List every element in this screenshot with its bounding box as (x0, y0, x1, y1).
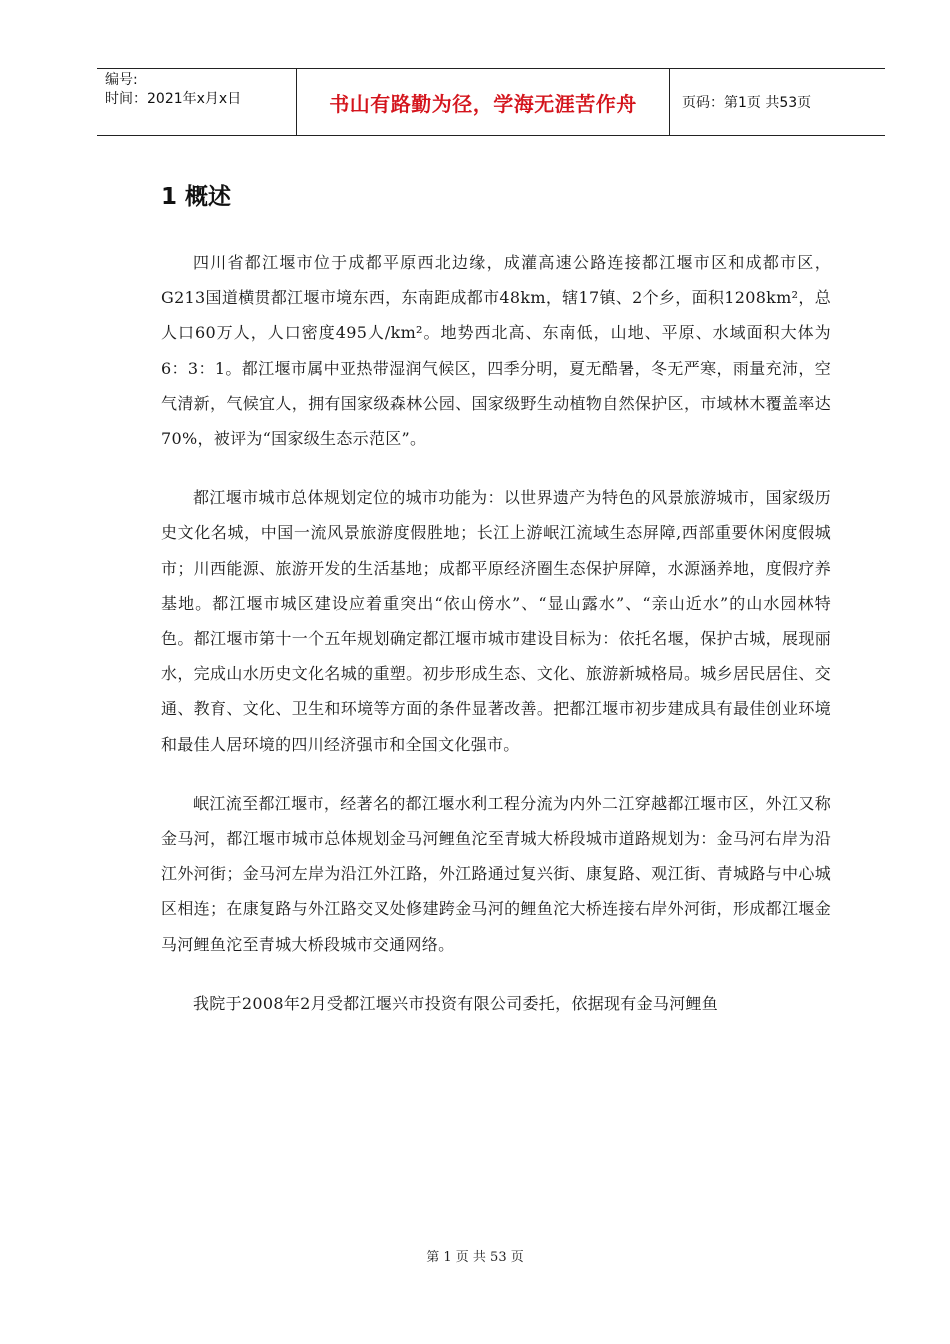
document-header (97, 68, 885, 136)
paragraph-river: 岷江流至都江堰市，经著名的都江堰水利工程分流为内外二江穿越都江堰市区，外江又称金马河，都江堰市城市总体规划金马河鲤鱼沱至青城大桥段城市道路规划为：金马河右岸为沿江外河街；金马河左岸为沿江外江路，外江路通过复兴街、康复路、观江街、青城路与中心城区相连；在康复路与外江路交叉处修建跨金马河的鲤鱼沱大桥连接右岸外河街，形成都江堰金马河鲤鱼沱至青城大桥段城市交通网络。 (161, 793, 831, 954)
document-number-label: 编号: (105, 72, 138, 88)
paragraph-overview: 四川省都江堰市位于成都平原西北边缘，成灌高速公路连接都江堰市区和成都市区，G213国道横贯都江堰市境东西，东南距成都市48km，辖17镇、2个乡，面积1208km²，总人口60万人，人口密度495人/km²。地势西北高、东南低，山地、平原、水域面积大体为6：3：1。都江堰市属中亚热带湿润气候区，四季分明，夏无酷暑，冬无严寒，雨量充沛，空气清新，气候宜人，拥有国家级森林公园、国家级野生动植物自然保护区，市域林木覆盖率达70%，被评为“国家级生态示范区”。 (161, 253, 831, 449)
header-page-info: 页码：第1页 共53页 (682, 95, 812, 111)
body-text (161, 245, 831, 1045)
paragraph-city-function: 都江堰市城市总体规划定位的城市功能为：以世界遗产为特色的风景旅游城市，国家级历史文化名城，中国一流风景旅游度假胜地；长江上游岷江流域生态屏障,西部重要休闲度假城市；川西能源、旅游开发的生活基地；成都平原经济圈生态保护屏障，水源涵养地，度假疗养基地。都江堰市城区建设应着重突出“依山傍水”、“显山露水”、“亲山近水”的山水园林特色。都江堰市第十一个五年规划确定都江堰市城市建设目标为：依托名堰，保护古城，展现丽水，完成山水历史文化名城的重塑。初步形成生态、文化、旅游新城格局。城乡居民居住、交通、教育、文化、卫生和环境等方面的条件显著改善。把都江堰市初步建成具有最佳创业环境和最佳人居环境的四川经济强市和全国文化强市。 (161, 488, 831, 754)
paragraph-commission: 我院于2008年2月受都江堰兴市投资有限公司委托，依据现有金马河鲤鱼 (193, 993, 719, 1013)
page-footer: 第 1 页 共 53 页 (426, 1250, 524, 1265)
header-meta (97, 69, 297, 135)
document-time-label: 时间：2021年x月x日 (105, 91, 242, 107)
section-title: 1 概述 (161, 184, 232, 210)
header-motto: 书山有路勤为径，学海无涯苦作舟 (297, 69, 670, 135)
